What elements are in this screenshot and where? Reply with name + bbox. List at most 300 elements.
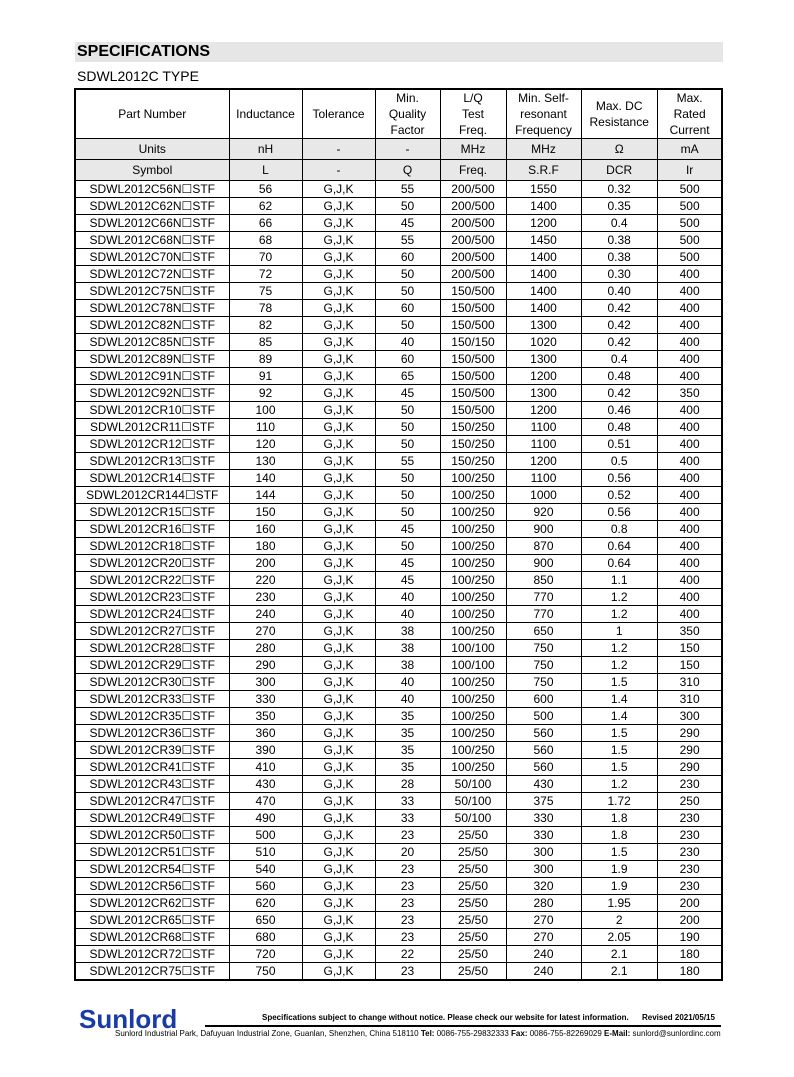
symbol-row	[75, 160, 722, 181]
table-cell: SDWL2012CR39☐STF	[75, 742, 229, 759]
table-cell: 25/50	[440, 844, 506, 861]
tel-label: Tel:	[420, 1029, 435, 1038]
table-cell: 0.42	[581, 334, 657, 351]
spec-table-body	[75, 181, 722, 981]
table-cell: 35	[375, 725, 440, 742]
table-cell: 240	[506, 946, 581, 963]
table-row	[75, 691, 722, 708]
table-cell: 1.72	[581, 793, 657, 810]
table-cell: 200/500	[440, 215, 506, 232]
table-cell: 25/50	[440, 827, 506, 844]
table-cell: 400	[657, 351, 722, 368]
table-cell: 0.38	[581, 249, 657, 266]
table-cell: 50	[375, 317, 440, 334]
table-row	[75, 300, 722, 317]
table-cell: 50	[375, 487, 440, 504]
table-cell: 350	[657, 385, 722, 402]
fax-value: 0086-755-82269029	[529, 1029, 602, 1038]
table-cell: 2	[581, 912, 657, 929]
table-cell: G,J,K	[302, 334, 375, 351]
table-cell: 100/250	[440, 674, 506, 691]
table-cell: G,J,K	[302, 198, 375, 215]
table-cell: 0.30	[581, 266, 657, 283]
table-cell: G,J,K	[302, 793, 375, 810]
table-cell: 85	[229, 334, 302, 351]
table-cell: G,J,K	[302, 470, 375, 487]
table-cell: 470	[229, 793, 302, 810]
table-cell: 770	[506, 606, 581, 623]
table-cell: 490	[229, 810, 302, 827]
table-row	[75, 776, 722, 793]
table-cell: SDWL2012CR144☐STF	[75, 487, 229, 504]
table-cell: G,J,K	[302, 419, 375, 436]
table-cell: G,J,K	[302, 453, 375, 470]
table-cell: 240	[506, 963, 581, 981]
table-cell: 22	[375, 946, 440, 963]
table-cell: 100/250	[440, 487, 506, 504]
table-cell: SDWL2012C82N☐STF	[75, 317, 229, 334]
table-cell: 45	[375, 572, 440, 589]
table-cell: SDWL2012CR49☐STF	[75, 810, 229, 827]
table-cell: 180	[229, 538, 302, 555]
table-cell: 45	[375, 555, 440, 572]
table-cell: 0.42	[581, 385, 657, 402]
col-header: Part Number	[75, 89, 229, 139]
table-cell: 1100	[506, 436, 581, 453]
table-cell: 89	[229, 351, 302, 368]
table-cell: 55	[375, 181, 440, 198]
table-cell: 62	[229, 198, 302, 215]
table-cell: SDWL2012C56N☐STF	[75, 181, 229, 198]
table-cell: SDWL2012CR30☐STF	[75, 674, 229, 691]
table-row	[75, 895, 722, 912]
table-cell: 100/250	[440, 691, 506, 708]
col-header: Inductance	[229, 89, 302, 139]
unit-cell: MHz	[440, 139, 506, 160]
table-cell: 330	[229, 691, 302, 708]
col-header: Min. Self-resonant Frequency	[506, 89, 581, 139]
table-cell: 100/250	[440, 589, 506, 606]
table-cell: 290	[657, 742, 722, 759]
table-cell: 1300	[506, 317, 581, 334]
col-header: Max. Rated Current	[657, 89, 722, 139]
email-value: sunlord@sunlordinc.com	[632, 1029, 721, 1038]
table-cell: 250	[657, 793, 722, 810]
table-row	[75, 215, 722, 232]
table-cell: G,J,K	[302, 181, 375, 198]
table-cell: 25/50	[440, 929, 506, 946]
table-cell: 75	[229, 283, 302, 300]
table-cell: 1300	[506, 351, 581, 368]
symbol-cell: Freq.	[440, 160, 506, 181]
table-row	[75, 844, 722, 861]
table-cell: 300	[229, 674, 302, 691]
table-cell: G,J,K	[302, 912, 375, 929]
table-cell: G,J,K	[302, 215, 375, 232]
table-cell: 100/250	[440, 708, 506, 725]
table-row	[75, 504, 722, 521]
table-cell: G,J,K	[302, 963, 375, 981]
table-cell: 200/500	[440, 232, 506, 249]
table-cell: SDWL2012CR51☐STF	[75, 844, 229, 861]
table-cell: 40	[375, 691, 440, 708]
table-row	[75, 487, 722, 504]
table-cell: G,J,K	[302, 368, 375, 385]
table-row	[75, 436, 722, 453]
table-cell: 0.46	[581, 402, 657, 419]
table-cell: 45	[375, 215, 440, 232]
table-cell: SDWL2012CR28☐STF	[75, 640, 229, 657]
table-row	[75, 283, 722, 300]
table-cell: 120	[229, 436, 302, 453]
table-cell: 410	[229, 759, 302, 776]
table-cell: 1.8	[581, 810, 657, 827]
table-cell: 50/100	[440, 810, 506, 827]
table-cell: 50	[375, 419, 440, 436]
table-cell: 100/250	[440, 538, 506, 555]
table-cell: 100/100	[440, 640, 506, 657]
table-cell: 400	[657, 334, 722, 351]
table-cell: 50	[375, 470, 440, 487]
table-cell: 25/50	[440, 912, 506, 929]
table-cell: G,J,K	[302, 232, 375, 249]
table-cell: 100/250	[440, 521, 506, 538]
table-cell: 720	[229, 946, 302, 963]
table-cell: 400	[657, 470, 722, 487]
table-cell: 23	[375, 861, 440, 878]
table-cell: 0.8	[581, 521, 657, 538]
table-cell: SDWL2012CR15☐STF	[75, 504, 229, 521]
table-row	[75, 453, 722, 470]
table-cell: G,J,K	[302, 844, 375, 861]
table-cell: 35	[375, 742, 440, 759]
table-cell: 23	[375, 827, 440, 844]
table-cell: 230	[657, 810, 722, 827]
symbol-cell: S.R.F	[506, 160, 581, 181]
table-cell: 100/250	[440, 572, 506, 589]
table-cell: 500	[657, 198, 722, 215]
table-cell: 100/100	[440, 657, 506, 674]
table-cell: G,J,K	[302, 657, 375, 674]
col-header: L/Q Test Freq.	[440, 89, 506, 139]
table-cell: 680	[229, 929, 302, 946]
table-cell: 500	[657, 181, 722, 198]
table-cell: 150/500	[440, 317, 506, 334]
table-cell: 900	[506, 555, 581, 572]
table-row	[75, 266, 722, 283]
table-cell: 400	[657, 589, 722, 606]
table-cell: SDWL2012CR62☐STF	[75, 895, 229, 912]
table-row	[75, 538, 722, 555]
table-cell: G,J,K	[302, 776, 375, 793]
table-cell: 400	[657, 504, 722, 521]
table-cell: 270	[506, 912, 581, 929]
table-cell: 650	[506, 623, 581, 640]
table-cell: SDWL2012CR22☐STF	[75, 572, 229, 589]
table-row	[75, 198, 722, 215]
table-cell: 100	[229, 402, 302, 419]
table-cell: 20	[375, 844, 440, 861]
table-cell: 78	[229, 300, 302, 317]
table-cell: 1450	[506, 232, 581, 249]
table-cell: 45	[375, 521, 440, 538]
table-cell: G,J,K	[302, 487, 375, 504]
table-cell: 290	[657, 759, 722, 776]
table-cell: 200/500	[440, 266, 506, 283]
table-row	[75, 521, 722, 538]
table-cell: 0.38	[581, 232, 657, 249]
table-cell: 180	[657, 946, 722, 963]
table-cell: 0.52	[581, 487, 657, 504]
table-cell: 1100	[506, 470, 581, 487]
table-cell: 200/500	[440, 181, 506, 198]
table-cell: 1400	[506, 198, 581, 215]
table-row	[75, 232, 722, 249]
table-cell: 920	[506, 504, 581, 521]
table-cell: 510	[229, 844, 302, 861]
table-cell: G,J,K	[302, 402, 375, 419]
table-cell: SDWL2012C78N☐STF	[75, 300, 229, 317]
table-cell: 1000	[506, 487, 581, 504]
table-cell: G,J,K	[302, 283, 375, 300]
col-header: Max. DC Resistance	[581, 89, 657, 139]
table-cell: 650	[229, 912, 302, 929]
table-cell: 33	[375, 810, 440, 827]
table-row	[75, 555, 722, 572]
table-cell: 1.5	[581, 674, 657, 691]
table-row	[75, 623, 722, 640]
table-cell: 150/500	[440, 402, 506, 419]
table-cell: G,J,K	[302, 317, 375, 334]
table-cell: 750	[229, 963, 302, 981]
unit-cell: -	[375, 139, 440, 160]
table-cell: G,J,K	[302, 436, 375, 453]
table-row	[75, 759, 722, 776]
table-row	[75, 946, 722, 963]
table-cell: 230	[657, 878, 722, 895]
symbol-cell: Ir	[657, 160, 722, 181]
table-cell: SDWL2012CR13☐STF	[75, 453, 229, 470]
table-cell: G,J,K	[302, 810, 375, 827]
table-row	[75, 351, 722, 368]
table-cell: 38	[375, 657, 440, 674]
table-cell: 1.5	[581, 844, 657, 861]
table-cell: 100/250	[440, 623, 506, 640]
table-cell: 55	[375, 232, 440, 249]
table-cell: G,J,K	[302, 759, 375, 776]
table-row	[75, 861, 722, 878]
table-cell: 1.8	[581, 827, 657, 844]
table-cell: 220	[229, 572, 302, 589]
table-cell: 230	[657, 776, 722, 793]
table-cell: 770	[506, 589, 581, 606]
table-cell: 1.2	[581, 640, 657, 657]
table-cell: 400	[657, 317, 722, 334]
table-cell: 430	[229, 776, 302, 793]
table-cell: G,J,K	[302, 674, 375, 691]
tel-value: 0086-755-29832333	[436, 1029, 509, 1038]
table-cell: 150	[657, 657, 722, 674]
table-cell: 100/250	[440, 725, 506, 742]
table-row	[75, 742, 722, 759]
unit-cell: -	[302, 139, 375, 160]
table-cell: 1200	[506, 402, 581, 419]
fax-label: Fax:	[511, 1029, 528, 1038]
table-cell: G,J,K	[302, 946, 375, 963]
table-cell: 25/50	[440, 895, 506, 912]
table-cell: SDWL2012CR68☐STF	[75, 929, 229, 946]
table-cell: 23	[375, 929, 440, 946]
table-cell: G,J,K	[302, 266, 375, 283]
table-cell: 38	[375, 640, 440, 657]
table-cell: 230	[657, 844, 722, 861]
table-cell: 40	[375, 589, 440, 606]
unit-cell: mA	[657, 139, 722, 160]
table-cell: 320	[506, 878, 581, 895]
table-cell: 0.42	[581, 300, 657, 317]
table-row	[75, 402, 722, 419]
table-cell: SDWL2012CR65☐STF	[75, 912, 229, 929]
table-cell: 50/100	[440, 776, 506, 793]
table-cell: 0.64	[581, 538, 657, 555]
table-cell: 144	[229, 487, 302, 504]
table-cell: 270	[229, 623, 302, 640]
table-cell: 0.64	[581, 555, 657, 572]
table-row	[75, 657, 722, 674]
table-cell: 50	[375, 538, 440, 555]
table-cell: 400	[657, 300, 722, 317]
table-cell: 190	[657, 929, 722, 946]
symbol-cell: DCR	[581, 160, 657, 181]
table-cell: 375	[506, 793, 581, 810]
table-cell: G,J,K	[302, 538, 375, 555]
table-cell: 28	[375, 776, 440, 793]
table-row	[75, 589, 722, 606]
table-cell: 70	[229, 249, 302, 266]
table-cell: 150/500	[440, 300, 506, 317]
table-cell: G,J,K	[302, 725, 375, 742]
header-row	[75, 89, 722, 139]
table-cell: 33	[375, 793, 440, 810]
table-cell: 1300	[506, 385, 581, 402]
table-cell: G,J,K	[302, 351, 375, 368]
table-cell: G,J,K	[302, 555, 375, 572]
table-cell: 0.4	[581, 351, 657, 368]
table-cell: 400	[657, 555, 722, 572]
table-cell: 900	[506, 521, 581, 538]
table-cell: 400	[657, 436, 722, 453]
table-row	[75, 572, 722, 589]
table-cell: 500	[506, 708, 581, 725]
type-title: SDWL2012C TYPE	[77, 68, 199, 84]
table-cell: 100/250	[440, 555, 506, 572]
table-cell: SDWL2012CR16☐STF	[75, 521, 229, 538]
table-cell: 40	[375, 606, 440, 623]
table-cell: 150/150	[440, 334, 506, 351]
table-cell: 540	[229, 861, 302, 878]
table-cell: G,J,K	[302, 827, 375, 844]
table-cell: 150/500	[440, 351, 506, 368]
table-cell: 23	[375, 963, 440, 981]
table-cell: SDWL2012CR75☐STF	[75, 963, 229, 981]
table-cell: 0.42	[581, 317, 657, 334]
table-cell: G,J,K	[302, 929, 375, 946]
table-row	[75, 181, 722, 198]
table-cell: 50	[375, 504, 440, 521]
table-cell: 38	[375, 623, 440, 640]
spec-table	[74, 88, 723, 981]
table-cell: 240	[229, 606, 302, 623]
table-cell: 2.1	[581, 946, 657, 963]
table-cell: 35	[375, 708, 440, 725]
table-cell: 1400	[506, 300, 581, 317]
table-cell: SDWL2012CR10☐STF	[75, 402, 229, 419]
table-cell: 200/500	[440, 198, 506, 215]
symbol-cell: Symbol	[75, 160, 229, 181]
table-cell: 290	[229, 657, 302, 674]
table-cell: 1.4	[581, 691, 657, 708]
units-row	[75, 139, 722, 160]
table-cell: 750	[506, 674, 581, 691]
table-cell: 1.2	[581, 606, 657, 623]
unit-cell: MHz	[506, 139, 581, 160]
table-cell: 100/250	[440, 606, 506, 623]
table-row	[75, 912, 722, 929]
table-cell: 0.56	[581, 504, 657, 521]
section-title: SPECIFICATIONS	[77, 43, 211, 60]
table-cell: 25/50	[440, 963, 506, 981]
table-cell: 150/250	[440, 436, 506, 453]
table-cell: 200	[657, 895, 722, 912]
table-cell: 130	[229, 453, 302, 470]
table-cell: SDWL2012CR20☐STF	[75, 555, 229, 572]
table-cell: 2.05	[581, 929, 657, 946]
table-cell: 25/50	[440, 878, 506, 895]
table-cell: 1.5	[581, 742, 657, 759]
table-cell: SDWL2012C72N☐STF	[75, 266, 229, 283]
table-cell: SDWL2012CR54☐STF	[75, 861, 229, 878]
table-cell: 65	[375, 368, 440, 385]
table-row	[75, 793, 722, 810]
table-cell: G,J,K	[302, 606, 375, 623]
table-cell: 180	[657, 963, 722, 981]
table-cell: G,J,K	[302, 385, 375, 402]
table-cell: SDWL2012CR35☐STF	[75, 708, 229, 725]
table-cell: 150/250	[440, 419, 506, 436]
table-cell: 1.1	[581, 572, 657, 589]
table-cell: 200	[229, 555, 302, 572]
table-row	[75, 385, 722, 402]
table-cell: 500	[229, 827, 302, 844]
table-cell: 0.56	[581, 470, 657, 487]
table-cell: 200	[657, 912, 722, 929]
table-row	[75, 419, 722, 436]
brand-logo: Sunlord	[79, 1004, 178, 1034]
table-cell: SDWL2012C66N☐STF	[75, 215, 229, 232]
table-row	[75, 725, 722, 742]
table-cell: 100/250	[440, 470, 506, 487]
table-cell: SDWL2012CR56☐STF	[75, 878, 229, 895]
table-cell: SDWL2012CR18☐STF	[75, 538, 229, 555]
table-row	[75, 249, 722, 266]
table-row	[75, 606, 722, 623]
table-cell: 35	[375, 759, 440, 776]
table-cell: 0.48	[581, 368, 657, 385]
table-row	[75, 929, 722, 946]
table-cell: 50	[375, 198, 440, 215]
table-cell: 56	[229, 181, 302, 198]
table-cell: 150	[657, 640, 722, 657]
